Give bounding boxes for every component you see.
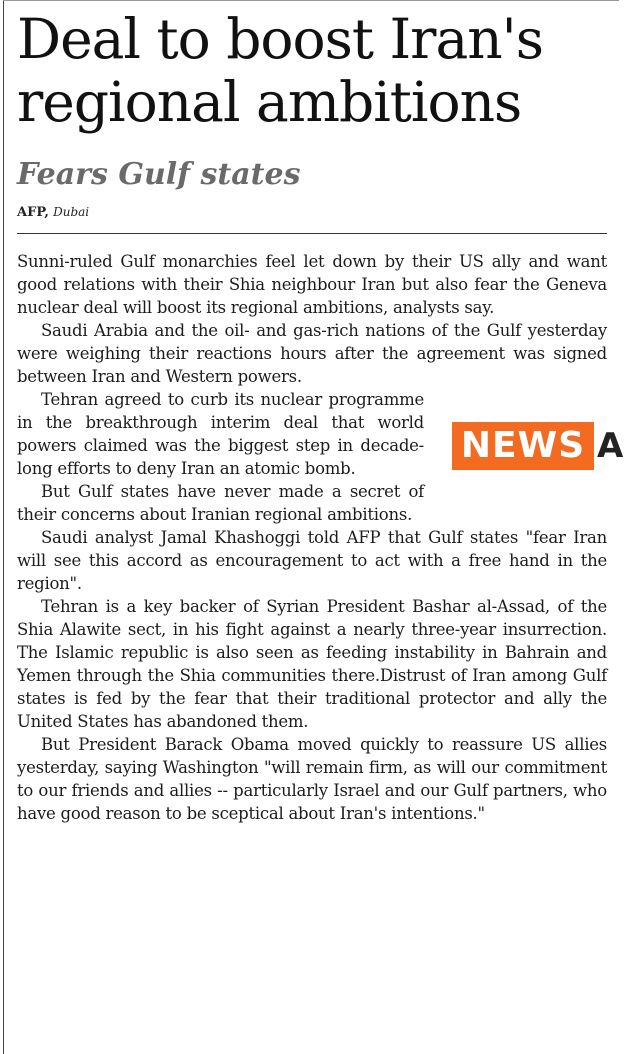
article-paragraph: But Gulf states have never made a secret of their concerns about Iranian regional ambitions.	[17, 482, 424, 524]
article-paragraph: Tehran agreed to curb its nuclear programme in the breakthrough interim deal that world powers claimed was the biggest step in decade-long efforts to deny Iran an atomic bomb.	[17, 390, 424, 478]
news-ad-trailing-text: A	[597, 426, 624, 466]
article-paragraph: But President Barack Obama moved quickly to reassure US allies yesterday, saying Washington "will remain firm, as will our commitment to our friends and allies -- particularly Israel and our Gulf partners, who have good reason to be sceptical about Iran's intentions."	[17, 735, 607, 823]
subheadline: Fears Gulf states	[17, 157, 301, 192]
article-paragraph: Saudi analyst Jamal Khashoggi told AFP that Gulf states "fear Iran will see this accord as encouragement to act with a free hand in the region".	[17, 528, 607, 593]
top-border	[3, 0, 619, 4]
byline-place: Dubai	[53, 205, 90, 219]
news-logo: NEWS	[452, 422, 594, 470]
byline-agency: AFP,	[17, 205, 49, 220]
article-paragraph: Tehran is a key backer of Syrian President Bashar al-Assad, of the Shia Alawite sect, in his fight against a nearly three-year insurrection. The Islamic republic is also seen as feeding instability in Bahrain and Yemen through the Shia communities there.Distrust of Iran among Gulf states is fed by the fear that their traditional protector and ally the United States has abandoned them.	[17, 597, 607, 731]
article-paragraph: Saudi Arabia and the oil- and gas-rich nations of the Gulf yesterday were weighing their reactions hours after the agreement was signed between Iran and Western powers.	[17, 321, 607, 386]
byline	[17, 203, 89, 222]
headline: Deal to boost Iran's regional ambitions	[17, 7, 544, 134]
article-paragraph: Sunni-ruled Gulf monarchies feel let down by their US ally and want good relations with their Shia neighbour Iran but also fear the Geneva nuclear deal will boost its regional ambitions, analysts say.	[17, 252, 607, 317]
news-ad[interactable]	[432, 396, 627, 514]
article-body	[17, 250, 624, 825]
byline-divider	[17, 233, 607, 234]
